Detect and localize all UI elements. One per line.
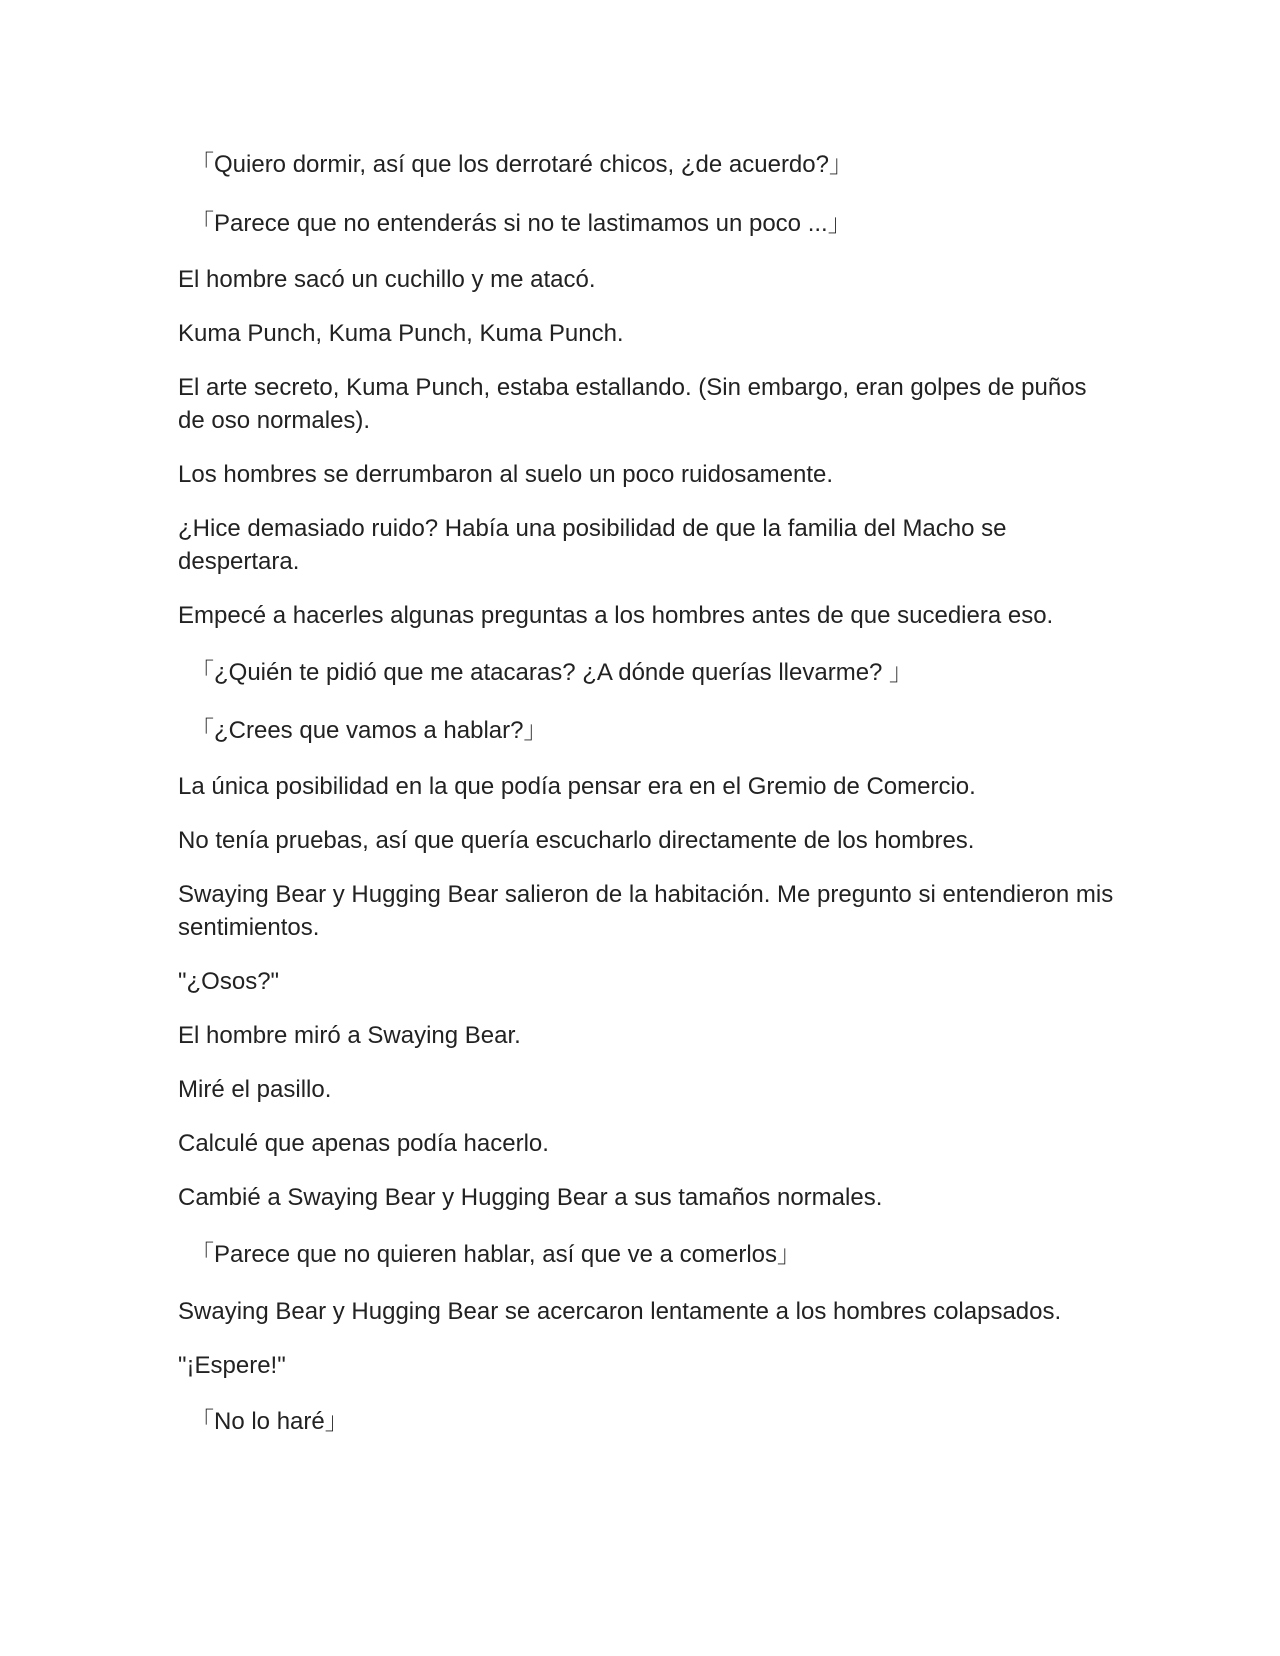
paragraph: El hombre miró a Swaying Bear. [178, 1022, 521, 1049]
paragraph: Swaying Bear y Hugging Bear se acercaron lentamente a los hombres colapsados. [178, 1298, 1062, 1325]
dialogue-line: 「Parece que no quieren hablar, así que ve a comerlos」 [190, 1241, 802, 1268]
paragraph: Empecé a hacerles algunas preguntas a los hombres antes de que sucediera eso. [178, 602, 1054, 629]
dialogue-line: 「Quiero dormir, así que los derrotaré chicos, ¿de acuerdo?」 [190, 151, 853, 178]
paragraph: Cambié a Swaying Bear y Hugging Bear a sus tamaños normales. [178, 1184, 883, 1211]
paragraph: ¿Hice demasiado ruido? Había una posibilidad de que la familia del Macho se despertara. [178, 515, 1007, 575]
dialogue-line: 「¿Crees que vamos a hablar?」 [190, 717, 548, 744]
paragraph: "¿Osos?" [178, 968, 280, 995]
paragraph: Calculé que apenas podía hacerlo. [178, 1130, 549, 1157]
dialogue-line: 「Parece que no entenderás si no te lastimamos un poco ...」 [190, 210, 852, 237]
paragraph: Miré el pasillo. [178, 1076, 332, 1103]
paragraph: La única posibilidad en la que podía pensar era en el Gremio de Comercio. [178, 773, 976, 800]
paragraph: Kuma Punch, Kuma Punch, Kuma Punch. [178, 320, 624, 347]
paragraph: Swaying Bear y Hugging Bear salieron de la habitación. Me pregunto si entendieron mis sentimientos. [178, 881, 1114, 941]
paragraph: El hombre sacó un cuchillo y me atacó. [178, 266, 596, 293]
dialogue-line: 「¿Quién te pidió que me atacaras? ¿A dónde querías llevarme? 」 [190, 659, 914, 686]
paragraph: El arte secreto, Kuma Punch, estaba estallando. (Sin embargo, eran golpes de puños de oso normales). [178, 374, 1087, 434]
paragraph: Los hombres se derrumbaron al suelo un poco ruidosamente. [178, 461, 834, 488]
paragraph: No tenía pruebas, así que quería escucharlo directamente de los hombres. [178, 827, 975, 854]
dialogue-line: 「No lo haré」 [190, 1408, 349, 1435]
paragraph: "¡Espere!" [178, 1352, 286, 1379]
